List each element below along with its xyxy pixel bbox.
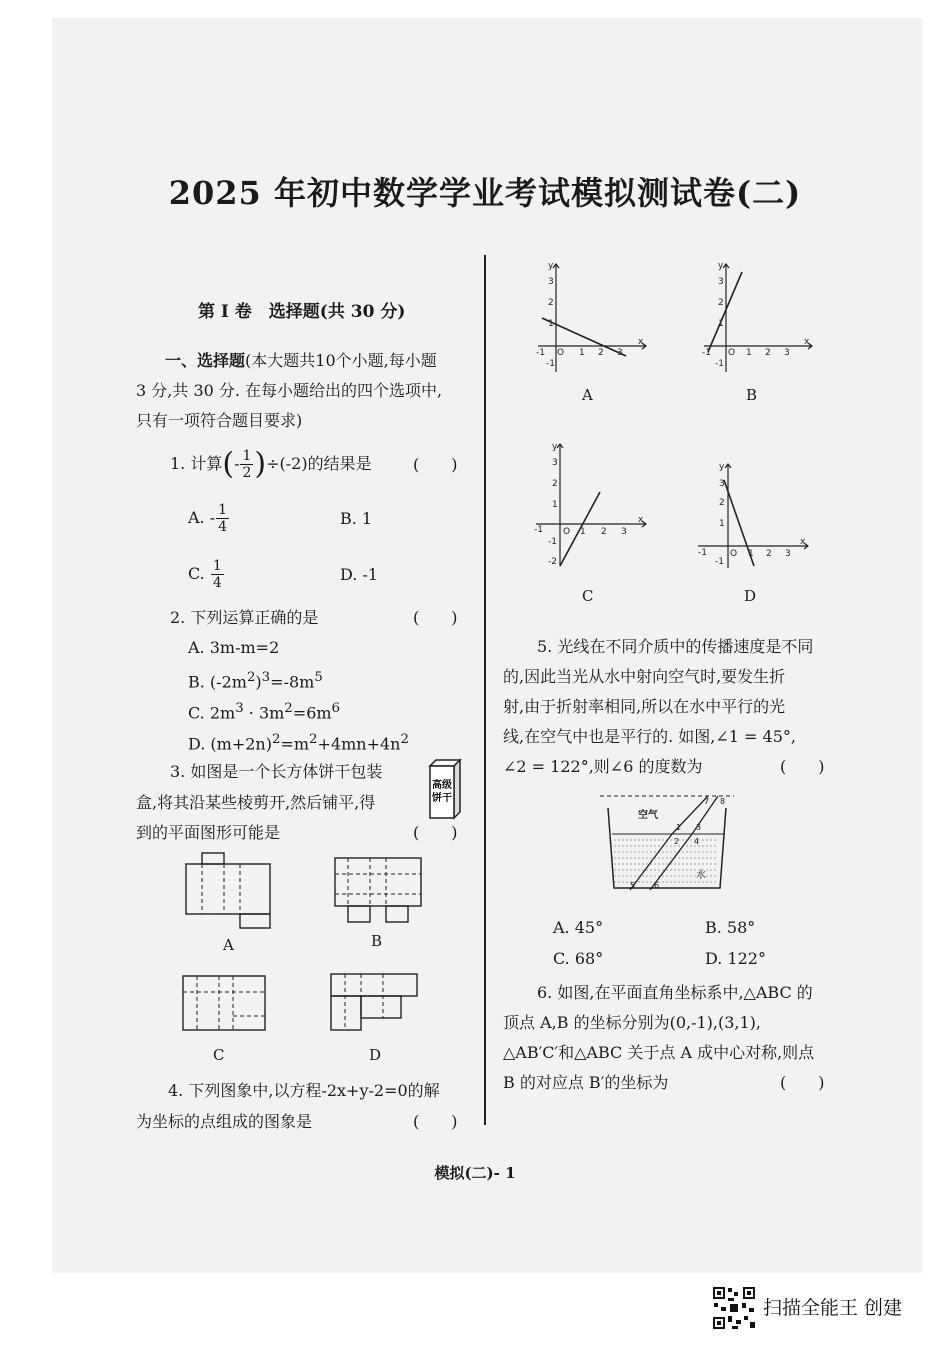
svg-text:-1: -1 — [534, 525, 543, 535]
q5-option-a[interactable]: A. 45° — [553, 918, 604, 937]
q2-d-exp-1: 2 — [271, 732, 281, 747]
q5-answer-paren: ( ) — [780, 757, 825, 776]
q1-a-den: 4 — [218, 519, 228, 535]
svg-text:3: 3 — [621, 527, 627, 537]
q3-answer-paren: ( ) — [413, 823, 458, 842]
svg-text:3: 3 — [784, 348, 790, 358]
q2-d-3: +4mn+4n — [317, 734, 401, 754]
svg-text:3: 3 — [552, 458, 558, 468]
q2-c-2: · 3m — [243, 703, 285, 723]
svg-text:3: 3 — [548, 277, 554, 287]
net-label-b: B — [371, 932, 383, 950]
q2-b-exp-1: 2 — [246, 670, 256, 685]
q1-option-a[interactable] — [188, 502, 230, 535]
q6-answer-paren: ( ) — [780, 1073, 825, 1092]
svg-text:-1: -1 — [536, 348, 545, 358]
q2-d-1: D. (m+2n) — [188, 734, 272, 754]
svg-text:y: y — [718, 261, 724, 271]
question-5-line-4: 线,在空气中也是平行的. 如图,∠1 = 45°, — [503, 727, 796, 746]
q2-c-exp-3: 6 — [331, 701, 341, 716]
q1-fraction — [240, 448, 253, 481]
svg-text:2: 2 — [601, 527, 607, 537]
svg-text:-1: -1 — [698, 548, 707, 558]
graph-label-c: C — [582, 587, 594, 605]
q4-answer-paren: ( ) — [413, 1112, 458, 1131]
q1-a-num: 1 — [218, 502, 228, 518]
q2-d-exp-2: 2 — [309, 732, 318, 747]
scanner-watermark: 扫描全能王 创建 — [763, 1297, 903, 1319]
angle-6-label: 6 — [654, 881, 660, 890]
q1-option-c-fraction — [211, 558, 224, 591]
q2-d-2: =m — [280, 734, 310, 754]
svg-text:2: 2 — [766, 549, 772, 559]
svg-text:-1: -1 — [546, 359, 555, 369]
q2-answer-paren: ( ) — [413, 608, 458, 627]
svg-text:O: O — [728, 348, 736, 358]
instructions-line-3: 只有一项符合题目要求) — [136, 411, 303, 430]
instructions-text-1: (本大题共10个小题,每小题 — [245, 351, 437, 370]
question-5-line-5: ∠2 = 122°,则∠6 的度数为 — [503, 757, 703, 776]
question-6-line-3: △AB′C′和△ABC 关于点 A 成中心对称,则点 — [503, 1043, 815, 1062]
question-3-line-3: 到的平面图形可能是 — [136, 823, 281, 842]
instructions-line-1 — [165, 346, 437, 375]
air-label: 空气 — [638, 810, 658, 821]
q2-b-1: B. (-2m — [188, 672, 247, 692]
svg-text:1: 1 — [548, 319, 554, 329]
q1-right-paren: ) — [254, 446, 267, 482]
column-divider — [484, 255, 486, 1125]
svg-text:3: 3 — [718, 277, 724, 287]
svg-text:-1: -1 — [702, 348, 711, 358]
graph-label-b: B — [746, 386, 758, 404]
graph-option-b[interactable] — [696, 258, 816, 376]
angle-1-label: 1 — [676, 823, 682, 832]
part-one-heading: 一、选择题 — [165, 351, 246, 370]
angle-3-label: 3 — [696, 823, 702, 832]
q1-left-paren: ( — [222, 446, 235, 482]
q1-option-a-fraction — [216, 502, 229, 535]
question-5-line-2: 的,因此当光从水中射向空气时,要发生折 — [503, 667, 786, 686]
box-label-2: 饼干 — [432, 793, 452, 804]
svg-text:1: 1 — [580, 527, 586, 537]
q2-c-exp-2: 2 — [284, 701, 293, 716]
q1-c-num: 1 — [212, 558, 222, 574]
biscuit-box-figure — [426, 758, 464, 822]
svg-text:-1: -1 — [548, 537, 557, 547]
water-label: 水 — [696, 870, 706, 881]
angle-8-label: 8 — [720, 797, 726, 806]
q2-option-c[interactable] — [188, 694, 340, 727]
question-6-line-4: B 的对应点 B′的坐标为 — [503, 1073, 669, 1092]
q2-option-b[interactable] — [188, 663, 323, 696]
q2-b-exp-3: 5 — [314, 670, 323, 685]
section-heading: 第 I 卷 选择题(共 30 分) — [198, 302, 406, 322]
graph-label-d: D — [744, 587, 757, 605]
svg-text:1: 1 — [746, 348, 752, 358]
svg-text:3: 3 — [719, 479, 725, 489]
box-label-1: 高级 — [432, 780, 452, 791]
q2-b-exp-2: 3 — [261, 670, 271, 685]
svg-text:1: 1 — [719, 519, 725, 529]
page-footer: 模拟(二)- 1 — [434, 1164, 516, 1182]
q1-answer-paren: ( ) — [413, 455, 458, 474]
graph-option-c[interactable] — [530, 440, 650, 570]
q5-option-d[interactable]: D. 122° — [705, 949, 766, 968]
net-label-d: D — [369, 1046, 382, 1064]
svg-text:2: 2 — [765, 348, 771, 358]
question-3-line-2: 盒,将其沿某些棱剪开,然后铺平,得 — [136, 793, 376, 812]
q1-option-a-label: A. - — [188, 508, 216, 527]
angle-2-label: 2 — [674, 837, 680, 846]
graph-label-a: A — [582, 386, 593, 404]
q1-option-c-label: C. — [188, 564, 205, 583]
question-1-stem: 1. 计算(- $\frac{1}{2}$ )÷(-2)的结果是 — [170, 446, 372, 482]
svg-text:O: O — [730, 549, 738, 559]
angle-5-label: 5 — [630, 881, 636, 890]
svg-text:2: 2 — [719, 498, 725, 508]
q2-b-2: ) — [255, 672, 262, 692]
q2-option-a[interactable]: A. 3m-m=2 — [188, 638, 280, 657]
svg-text:2: 2 — [548, 298, 554, 308]
question-4-line-2: 为坐标的点组成的图象是 — [136, 1112, 313, 1131]
angle-4-label: 4 — [694, 837, 700, 846]
q2-c-exp-1: 3 — [235, 701, 244, 716]
q2-b-3: =-8m — [270, 672, 315, 692]
q2-option-d[interactable] — [188, 725, 409, 758]
svg-text:2: 2 — [598, 348, 604, 358]
svg-text:3: 3 — [617, 348, 623, 358]
q1-pre: 1. 计算 — [170, 454, 223, 473]
instructions-line-2: 3 分,共 30 分. 在每小题给出的四个选项中, — [136, 381, 443, 400]
q5-option-b[interactable]: B. 58° — [705, 918, 756, 937]
graph-option-a[interactable] — [530, 258, 650, 376]
q2-c-3: =6m — [292, 703, 332, 723]
svg-text:3: 3 — [785, 549, 791, 559]
svg-text:x: x — [800, 537, 806, 547]
svg-text:x: x — [804, 337, 810, 347]
svg-text:y: y — [552, 442, 558, 452]
q1-post: ÷(-2)的结果是 — [266, 454, 372, 473]
q1-option-b[interactable]: B. 1 — [340, 509, 373, 528]
q2-d-exp-3: 2 — [400, 732, 409, 747]
svg-text:-2: -2 — [548, 557, 557, 567]
svg-text:1: 1 — [718, 319, 724, 329]
question-6-line-2: 顶点 A,B 的坐标分别为(0,-1),(3,1), — [503, 1013, 762, 1032]
net-option-c[interactable] — [175, 968, 275, 1043]
net-option-d[interactable] — [325, 968, 425, 1043]
q1-option-d[interactable]: D. -1 — [340, 565, 379, 584]
question-5-line-3: 射,由于折射率相同,所以在水中平行的光 — [503, 697, 786, 716]
question-6-line-1: 6. 如图,在平面直角坐标系中,△ABC 的 — [537, 983, 813, 1002]
question-4-line-1: 4. 下列图象中,以方程-2x+y-2=0的解 — [168, 1081, 440, 1100]
net-label-c: C — [213, 1046, 225, 1064]
qr-code-icon — [712, 1286, 756, 1330]
q1-c-den: 4 — [212, 575, 222, 591]
net-option-a[interactable] — [180, 850, 280, 935]
page-title: 2025 年初中数学学业考试模拟测试卷(二) — [168, 174, 802, 212]
question-2-stem: 2. 下列运算正确的是 — [170, 608, 319, 627]
question-3-line-1: 3. 如图是一个长方体饼干包装 — [170, 762, 383, 781]
svg-text:x: x — [638, 337, 644, 347]
svg-text:x: x — [638, 515, 644, 525]
refraction-figure — [600, 788, 735, 898]
svg-text:1: 1 — [552, 500, 558, 510]
svg-text:2: 2 — [552, 479, 558, 489]
q5-option-c[interactable]: C. 68° — [553, 949, 604, 968]
svg-text:-1: -1 — [715, 557, 724, 567]
net-option-b[interactable] — [330, 850, 430, 930]
q1-frac-den: 2 — [242, 465, 252, 481]
svg-text:-1: -1 — [715, 359, 724, 369]
net-label-a: A — [223, 936, 234, 954]
q1-option-c[interactable] — [188, 558, 225, 591]
svg-text:O: O — [563, 527, 571, 537]
angle-7-label: 7 — [704, 797, 710, 806]
q2-c-1: C. 2m — [188, 703, 236, 723]
question-5-line-1: 5. 光线在不同介质中的传播速度是不同 — [537, 637, 814, 656]
svg-text:1: 1 — [748, 549, 754, 559]
q1-frac-num: 1 — [242, 448, 252, 464]
svg-text:y: y — [719, 462, 725, 472]
svg-text:y: y — [548, 261, 554, 271]
svg-text:2: 2 — [718, 298, 724, 308]
svg-text:1: 1 — [579, 348, 585, 358]
svg-text:O: O — [557, 348, 565, 358]
graph-option-d[interactable] — [694, 460, 814, 570]
